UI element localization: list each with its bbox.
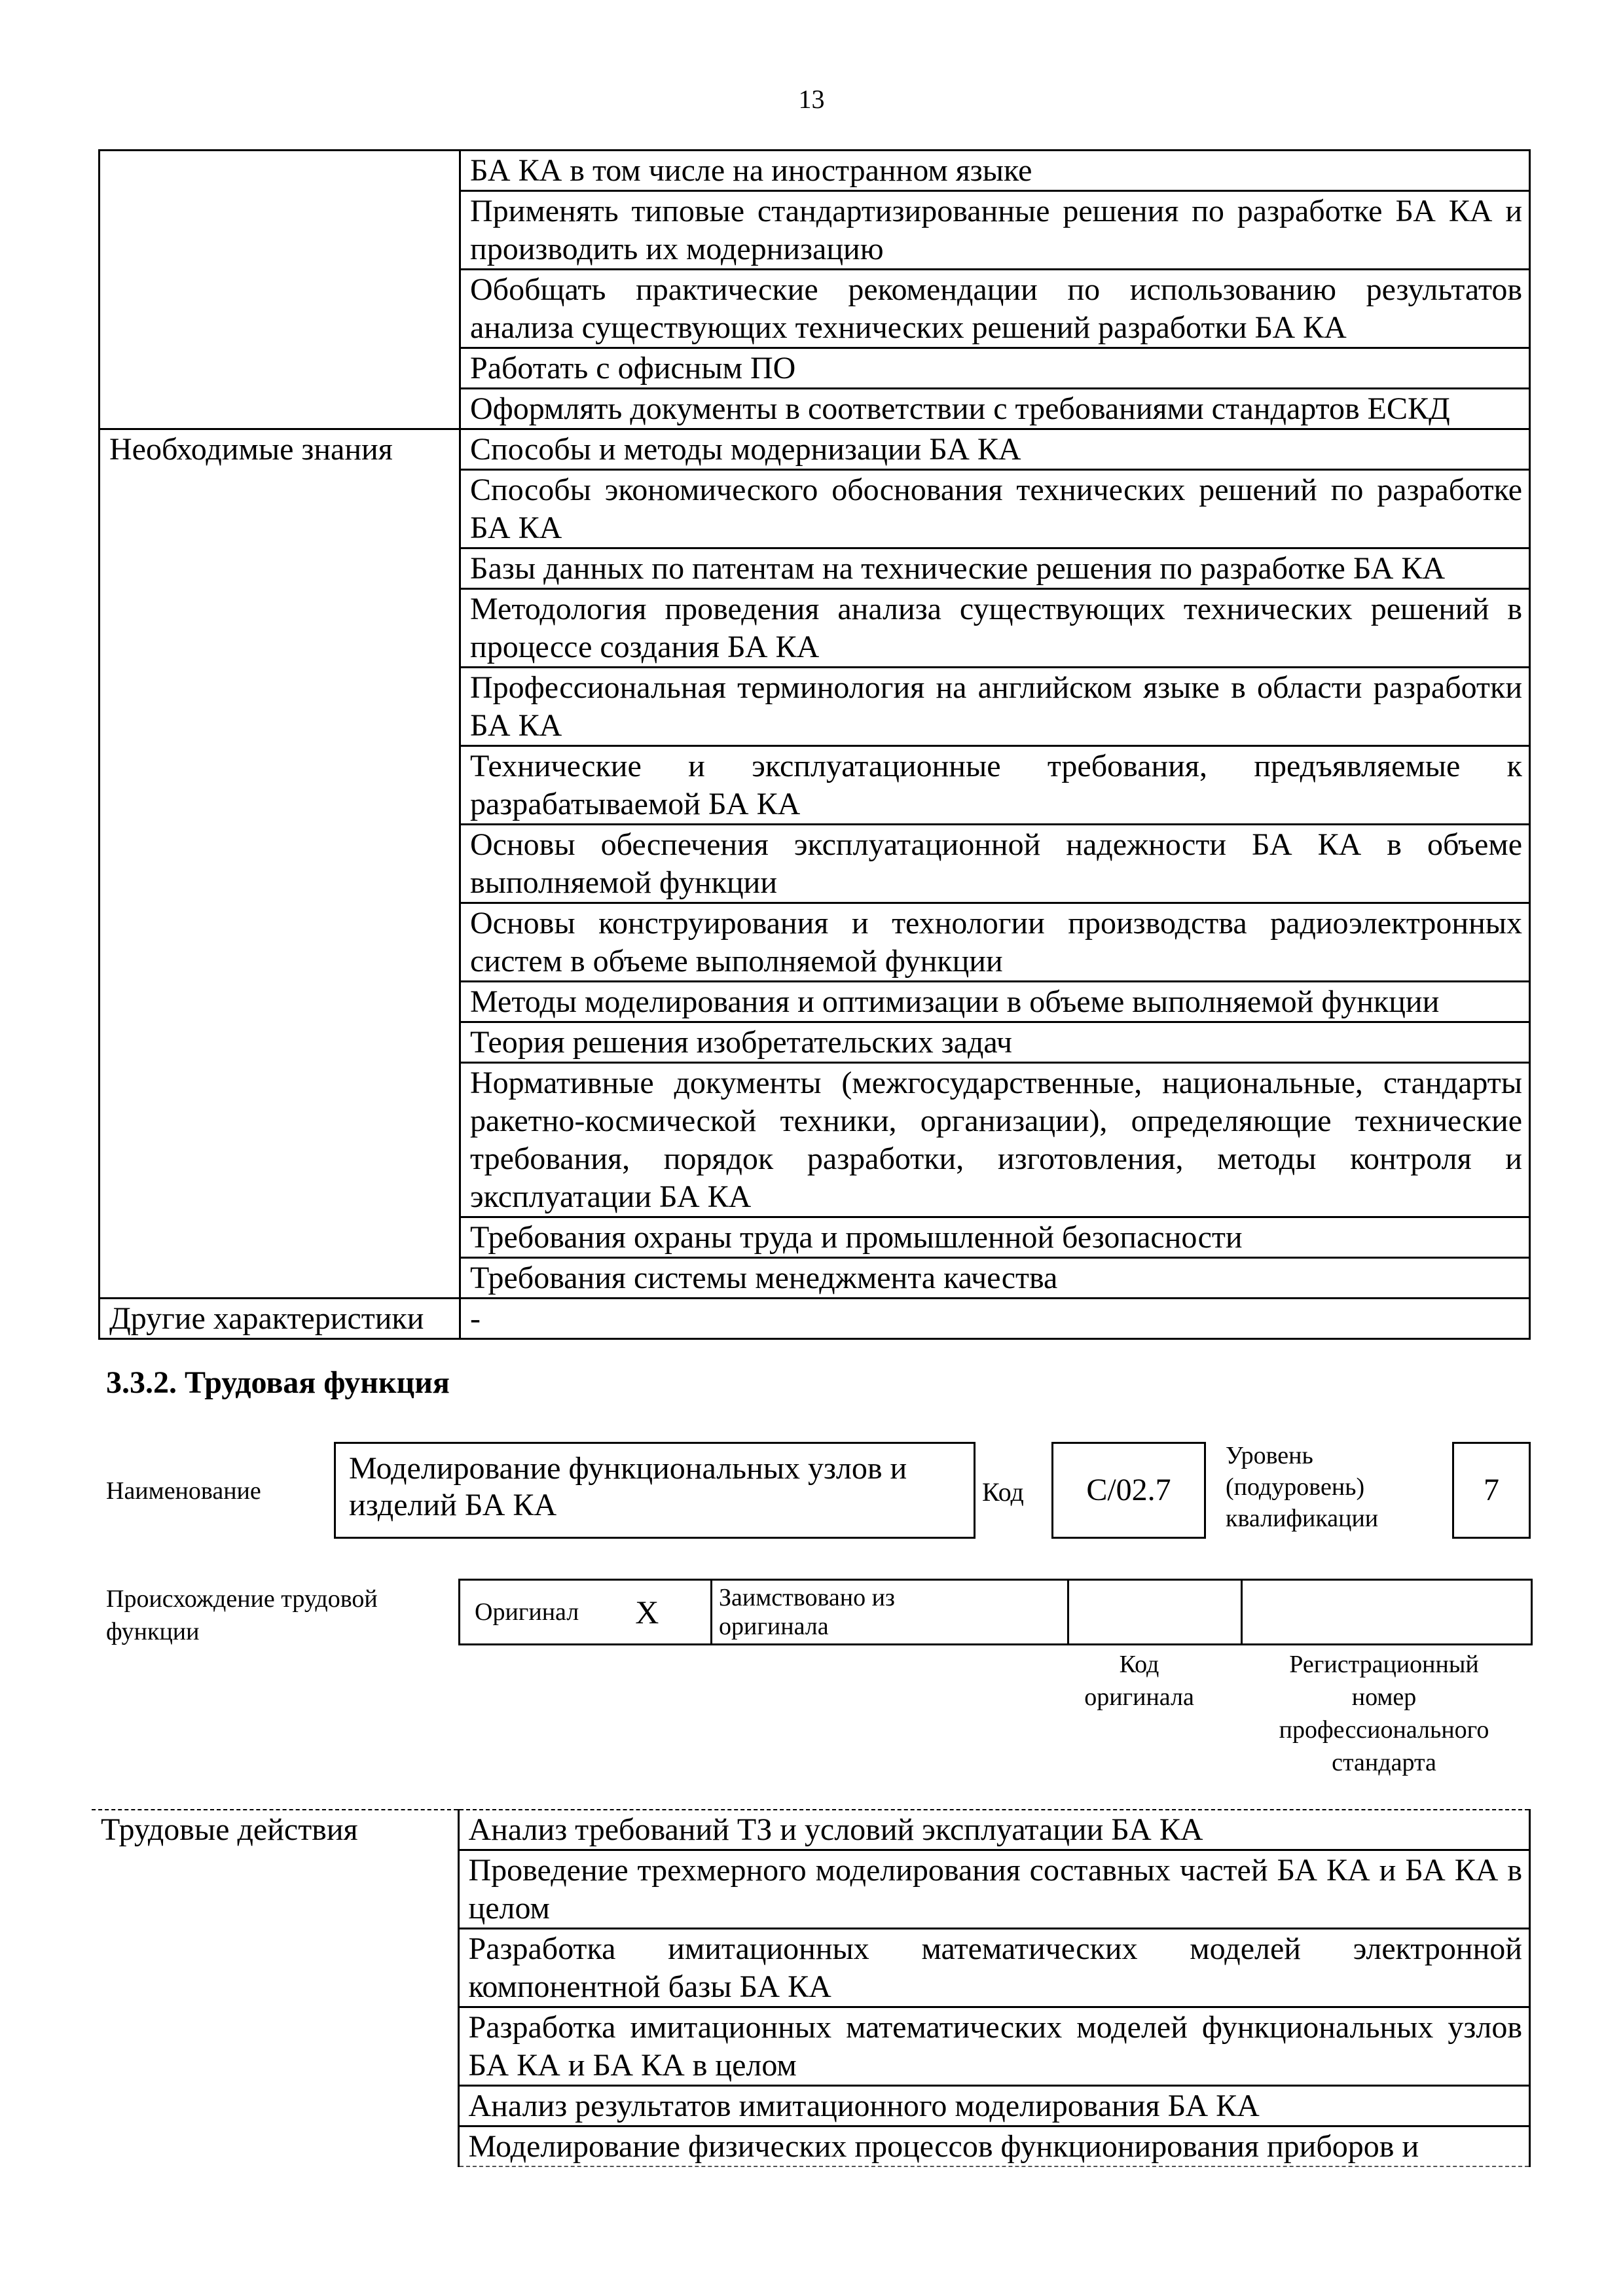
page-number: 13 [798, 84, 825, 114]
table-cell: Обобщать практические рекомендации по использованию результатов анализа существующих технических решений разработки БА КА [460, 270, 1530, 348]
name-label: Наименование [106, 1477, 261, 1505]
other-characteristics-label: Другие характеристики [100, 1299, 460, 1339]
level-label-line: квалификации [1226, 1505, 1379, 1532]
table-cell: Требования системы менеджмента качества [460, 1258, 1530, 1299]
table-cell: - [460, 1299, 1530, 1339]
table-cell: Базы данных по патентам на технические решения по разработке БА КА [460, 548, 1530, 589]
caption-line: Регистрационный [1289, 1651, 1479, 1678]
table-cell: Основы обеспечения эксплуатационной надежности БА КА в объеме выполняемой функции [460, 825, 1530, 903]
labor-actions-label: Трудовые действия [92, 1810, 458, 2166]
original-mark: X [584, 1580, 712, 1645]
registration-number-caption [1237, 1648, 1531, 1779]
caption-line: стандарта [1332, 1749, 1436, 1776]
function-name-value: Моделирование функциональных узлов и изделий БА КА [334, 1442, 976, 1539]
caption-line: Код [1119, 1651, 1159, 1678]
table-cell: Разработка имитационных математических моделей функциональных узлов БА КА и БА КА в целом [458, 2007, 1530, 2086]
table-cell: Разработка имитационных математических моделей электронной компонентной базы БА КА [458, 1929, 1530, 2007]
section-heading: 3.3.2. Трудовая функция [106, 1365, 450, 1400]
table-row [100, 151, 1530, 191]
table-row [92, 1810, 1530, 1850]
borrowed-label [712, 1580, 1068, 1645]
registration-number-cell [1242, 1580, 1532, 1645]
level-value: 7 [1452, 1442, 1531, 1539]
table-cell: БА КА в том числе на иностранном языке [460, 151, 1530, 191]
table-row [100, 429, 1530, 470]
table-cell: Нормативные документы (межгосударственные, национальные, стандарты ракетно-космической техники, организации), определяющие технические требования, порядок разработки, изготовления, методы контроля и эксплуатации БА КА [460, 1063, 1530, 1217]
table-row [100, 1299, 1530, 1339]
knowledge-skills-table [98, 149, 1531, 1340]
table-cell: Методология проведения анализа существующих технических решений в процессе создания БА КА [460, 589, 1530, 668]
original-code-caption [1061, 1648, 1218, 1713]
borrowed-label-line: Заимствовано из [719, 1584, 895, 1611]
table-cell-left [100, 151, 460, 429]
table-cell: Технические и эксплуатационные требования, предъявляемые к разрабатываемой БА КА [460, 746, 1530, 825]
required-knowledge-label: Необходимые знания [100, 429, 460, 1299]
borrowed-label-line: оригинала [719, 1613, 829, 1640]
origin-label [106, 1583, 378, 1648]
origin-table [458, 1579, 1533, 1645]
code-value: C/02.7 [1051, 1442, 1206, 1539]
table-cell: Анализ требований ТЗ и условий эксплуатации БА КА [458, 1810, 1530, 1850]
level-label [1226, 1440, 1378, 1534]
table-row [460, 1580, 1532, 1645]
table-cell: Профессиональная терминология на английском языке в области разработки БА КА [460, 668, 1530, 746]
table-cell: Теория решения изобретательских задач [460, 1022, 1530, 1063]
table-cell: Применять типовые стандартизированные решения по разработке БА КА и производить их модернизацию [460, 191, 1530, 270]
original-code-cell [1068, 1580, 1242, 1645]
labor-actions-table [92, 1809, 1531, 2167]
caption-line: профессионального [1279, 1716, 1489, 1744]
table-cell: Работать с офисным ПО [460, 348, 1530, 389]
table-cell: Требования охраны труда и промышленной безопасности [460, 1217, 1530, 1258]
original-label: Оригинал [460, 1580, 584, 1645]
table-cell: Способы экономического обоснования технических решений по разработке БА КА [460, 470, 1530, 548]
code-label: Код [982, 1477, 1024, 1507]
level-label-line: Уровень [1226, 1442, 1313, 1469]
caption-line: оригинала [1084, 1683, 1194, 1711]
origin-label-line: Происхождение трудовой [106, 1585, 378, 1613]
table-cell: Методы моделирования и оптимизации в объеме выполняемой функции [460, 982, 1530, 1022]
table-cell: Проведение трехмерного моделирования составных частей БА КА и БА КА в целом [458, 1850, 1530, 1929]
caption-line: номер [1351, 1683, 1417, 1711]
table-cell: Способы и методы модернизации БА КА [460, 429, 1530, 470]
origin-label-line: функции [106, 1618, 200, 1645]
table-cell: Оформлять документы в соответствии с требованиями стандартов ЕСКД [460, 389, 1530, 429]
table-cell: Основы конструирования и технологии производства радиоэлектронных систем в объеме выполняемой функции [460, 903, 1530, 982]
table-cell: Моделирование физических процессов функционирования приборов и [458, 2126, 1530, 2167]
level-label-line: (подуровень) [1226, 1473, 1365, 1501]
table-cell: Анализ результатов имитационного моделирования БА КА [458, 2086, 1530, 2126]
